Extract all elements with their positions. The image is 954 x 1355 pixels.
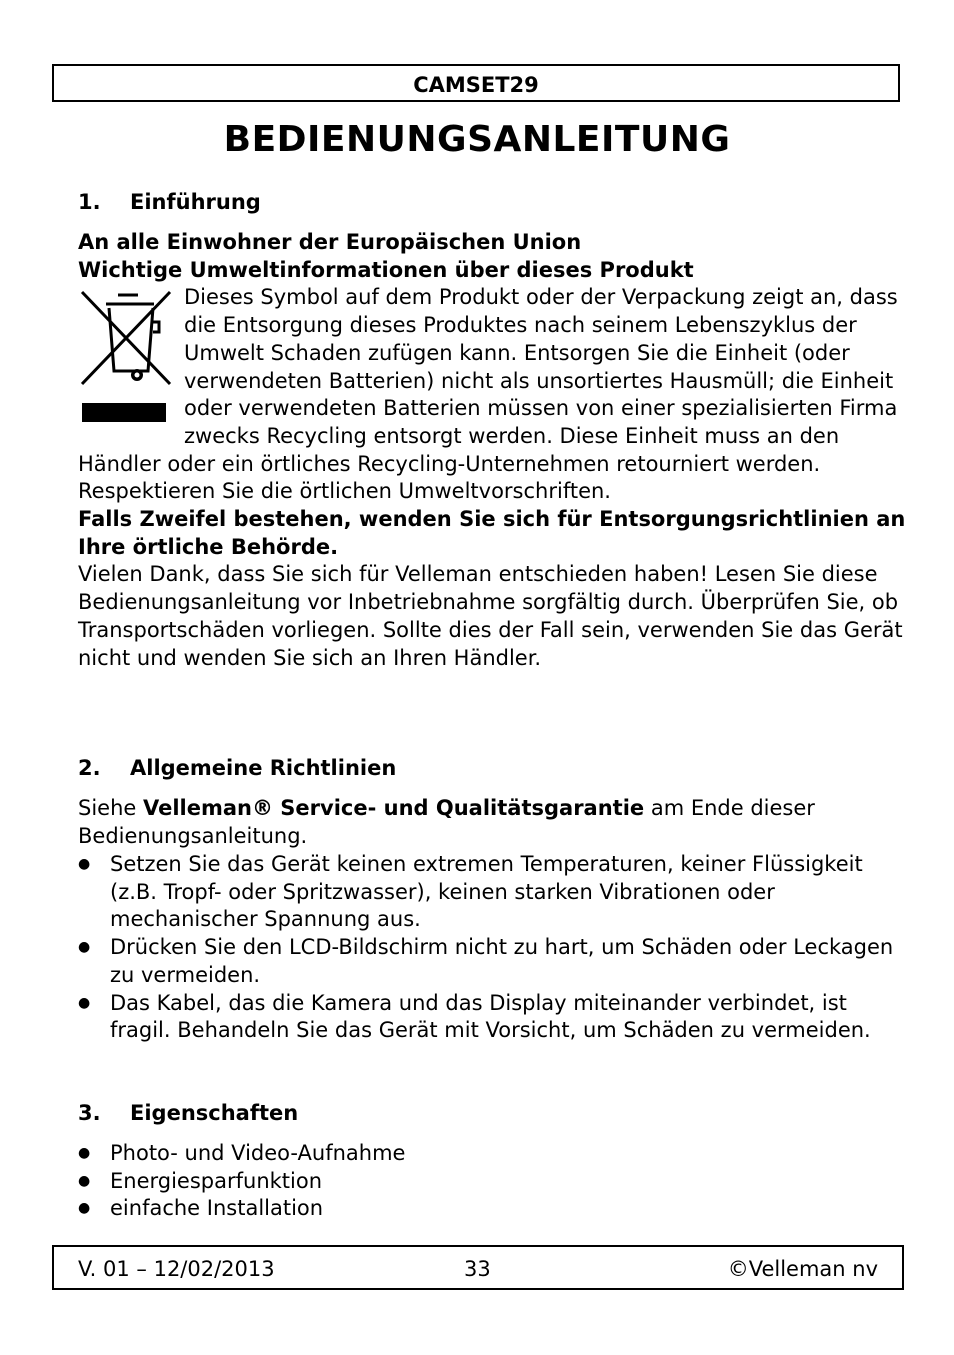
- footer-page-number: 33: [464, 1257, 491, 1281]
- eu-heading: An alle Einwohner der Europäischen Union: [78, 230, 582, 254]
- weee-bin-icon: [78, 286, 182, 432]
- bullet-icon: ●: [78, 1172, 91, 1189]
- env-heading: Wichtige Umweltinformationen über dieses Produkt: [78, 257, 694, 282]
- section-3-number: 3.: [78, 1101, 101, 1125]
- warranty-reference: Velleman® Service- und Qualitätsgarantie: [143, 796, 645, 820]
- env-text: Dieses Symbol auf dem Produkt oder der Verpackung zeigt an, dass die Entsorgung dieses Produktes nach seinem Lebenszyklus der Umwelt Schaden zufügen kann. Entsorgen Sie die Einheit (oder verwendeten Batterien) nicht als unsortiertes Hausmüll; die Einheit oder verwendeten Batterien müssen von einer spezialisierten Firma zwecks Recycling entsorgt werden. Diese Einheit muss an den Händler oder ein örtliches Recycling-Unternehmen retourniert werden. Respektieren Sie die örtlichen Umweltvorschriften.: [78, 285, 898, 504]
- section-2-title: Allgemeine Richtlinien: [130, 756, 397, 780]
- s2-intro-post: am Ende dieser Bedienungsanleitung.: [78, 796, 815, 848]
- list-item: [78, 1140, 908, 1168]
- footer-version: V. 01 – 12/02/2013: [78, 1257, 275, 1281]
- section-1-number: 1.: [78, 190, 101, 214]
- list-item-text: Das Kabel, das die Kamera und das Display miteinander verbindet, ist fragil. Behandeln Sie das Gerät mit Vorsicht, um Schäden zu vermeiden.: [110, 990, 871, 1043]
- document-title: BEDIENUNGSANLEITUNG: [223, 119, 731, 160]
- list-item-text: Photo- und Video-Aufnahme: [110, 1141, 406, 1165]
- features-list: [78, 1140, 908, 1223]
- list-item: [78, 1168, 908, 1196]
- page-footer: [52, 1245, 904, 1290]
- list-item: [78, 851, 908, 934]
- section-1-intro: [78, 229, 908, 672]
- list-item-text: einfache Installation: [110, 1196, 324, 1221]
- bullet-icon: ●: [78, 994, 91, 1011]
- list-item: [78, 1195, 908, 1223]
- bullet-icon: ●: [78, 1145, 91, 1161]
- thanks-text: Vielen Dank, dass Sie sich für Velleman entschieden haben! Lesen Sie diese Bedienungsanleitung vor Inbetriebnahme sorgfältig durch. Überprüfen Sie, ob Transportschäden vorliegen. Sollte dies der Fall sein, verwenden Sie das Gerät nicht und wenden Sie sich an Ihren Händler.: [78, 562, 903, 670]
- header-model-box: [52, 64, 900, 102]
- section-3-title: Eigenschaften: [130, 1101, 299, 1125]
- section-2-number: 2.: [78, 756, 101, 780]
- list-item: [78, 934, 908, 989]
- section-3-heading: [78, 1099, 298, 1127]
- doubt-text: Falls Zweifel bestehen, wenden Sie sich für Entsorgungsrichtlinien an Ihre örtliche Behörde.: [78, 507, 906, 559]
- section-2-heading: [78, 754, 396, 782]
- section-1-heading: [78, 188, 261, 216]
- footer-copyright: ©Velleman nv: [727, 1257, 878, 1281]
- guidelines-list: [78, 851, 908, 1045]
- list-item-text: Energiesparfunktion: [110, 1168, 323, 1193]
- list-item-text: Drücken Sie den LCD-Bildschirm nicht zu hart, um Schäden oder Leckagen zu vermeiden.: [110, 935, 894, 987]
- s2-intro-pre: Siehe: [78, 796, 143, 820]
- bullet-icon: ●: [78, 939, 91, 956]
- bullet-icon: ●: [78, 1200, 91, 1217]
- section-1-title: Einführung: [130, 190, 261, 214]
- list-item-text: Setzen Sie das Gerät keinen extremen Temperaturen, keiner Flüssigkeit (z.B. Tropf- oder Spritzwasser), keinen starken Vibrationen oder mechanischer Spannung aus.: [110, 852, 863, 932]
- bullet-icon: ●: [78, 856, 91, 872]
- list-item: [78, 990, 908, 1045]
- model-code: CAMSET29: [413, 73, 539, 97]
- section-2-intro: [78, 795, 908, 850]
